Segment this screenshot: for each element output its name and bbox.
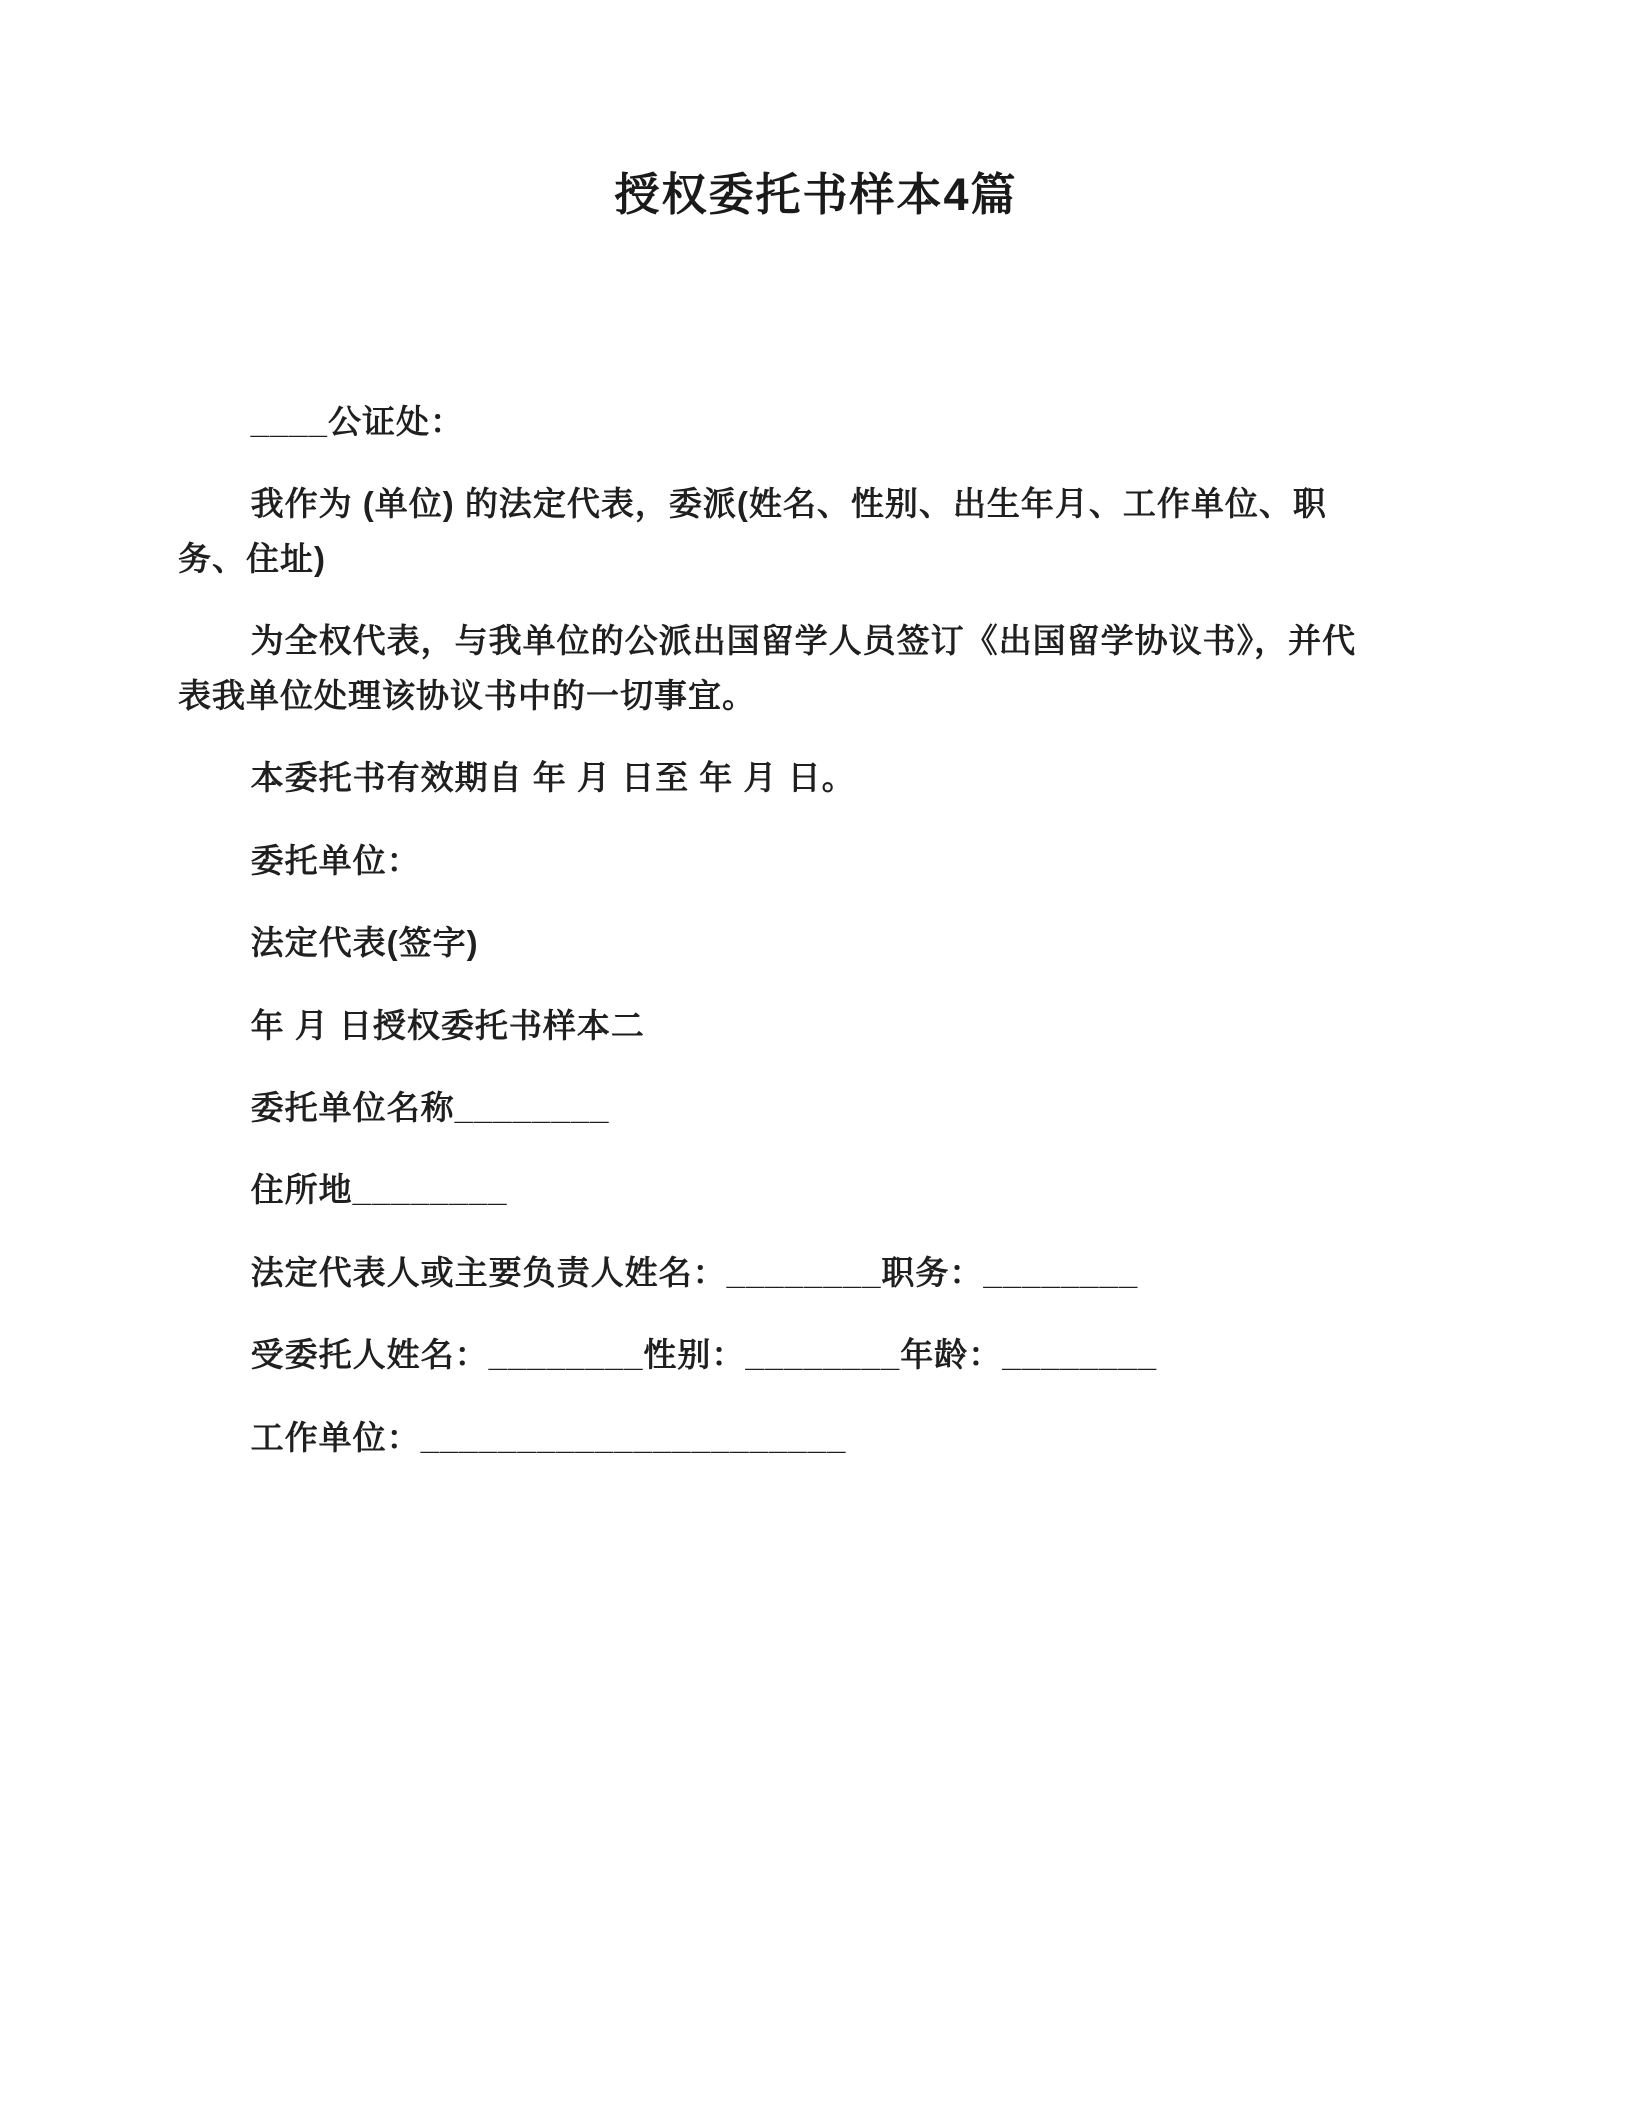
- paragraph-entrusting-unit: 委托单位：: [250, 841, 421, 879]
- paragraph-work-unit-blank: 工作单位：______________________: [250, 1418, 847, 1456]
- paragraph-appointment: 我作为 (单位) 的法定代表，委派(姓名、性别、出生年月、工作单位、职务、住址): [178, 485, 1327, 577]
- paragraph-address-blank: 住所地________: [250, 1171, 508, 1209]
- paragraph-representative-name-title-blank: 法定代表人或主要负责人姓名：________职务：________: [250, 1253, 1139, 1291]
- paragraph-unit-name-blank: 委托单位名称________: [250, 1088, 610, 1126]
- page-title: 授权委托书样本4篇: [614, 169, 1018, 220]
- paragraph-legal-representative-signature: 法定代表(签字): [250, 924, 479, 962]
- paragraph-validity-period: 本委托书有效期自 年 月 日至 年 月 日。: [250, 759, 856, 797]
- paragraph-notary-office: ____公证处：: [250, 403, 465, 440]
- paragraph-date-and-sample-two-heading: 年 月 日授权委托书样本二: [250, 1006, 645, 1044]
- paragraph-trustee-name-gender-age-blank: 受委托人姓名：________性别：________年龄：________: [250, 1336, 1158, 1374]
- paragraph-authorization-scope: 为全权代表，与我单位的公派出国留学人员签订《出国留学协议书》，并代表我单位处理该协议书中的一切事宜。: [178, 622, 1357, 714]
